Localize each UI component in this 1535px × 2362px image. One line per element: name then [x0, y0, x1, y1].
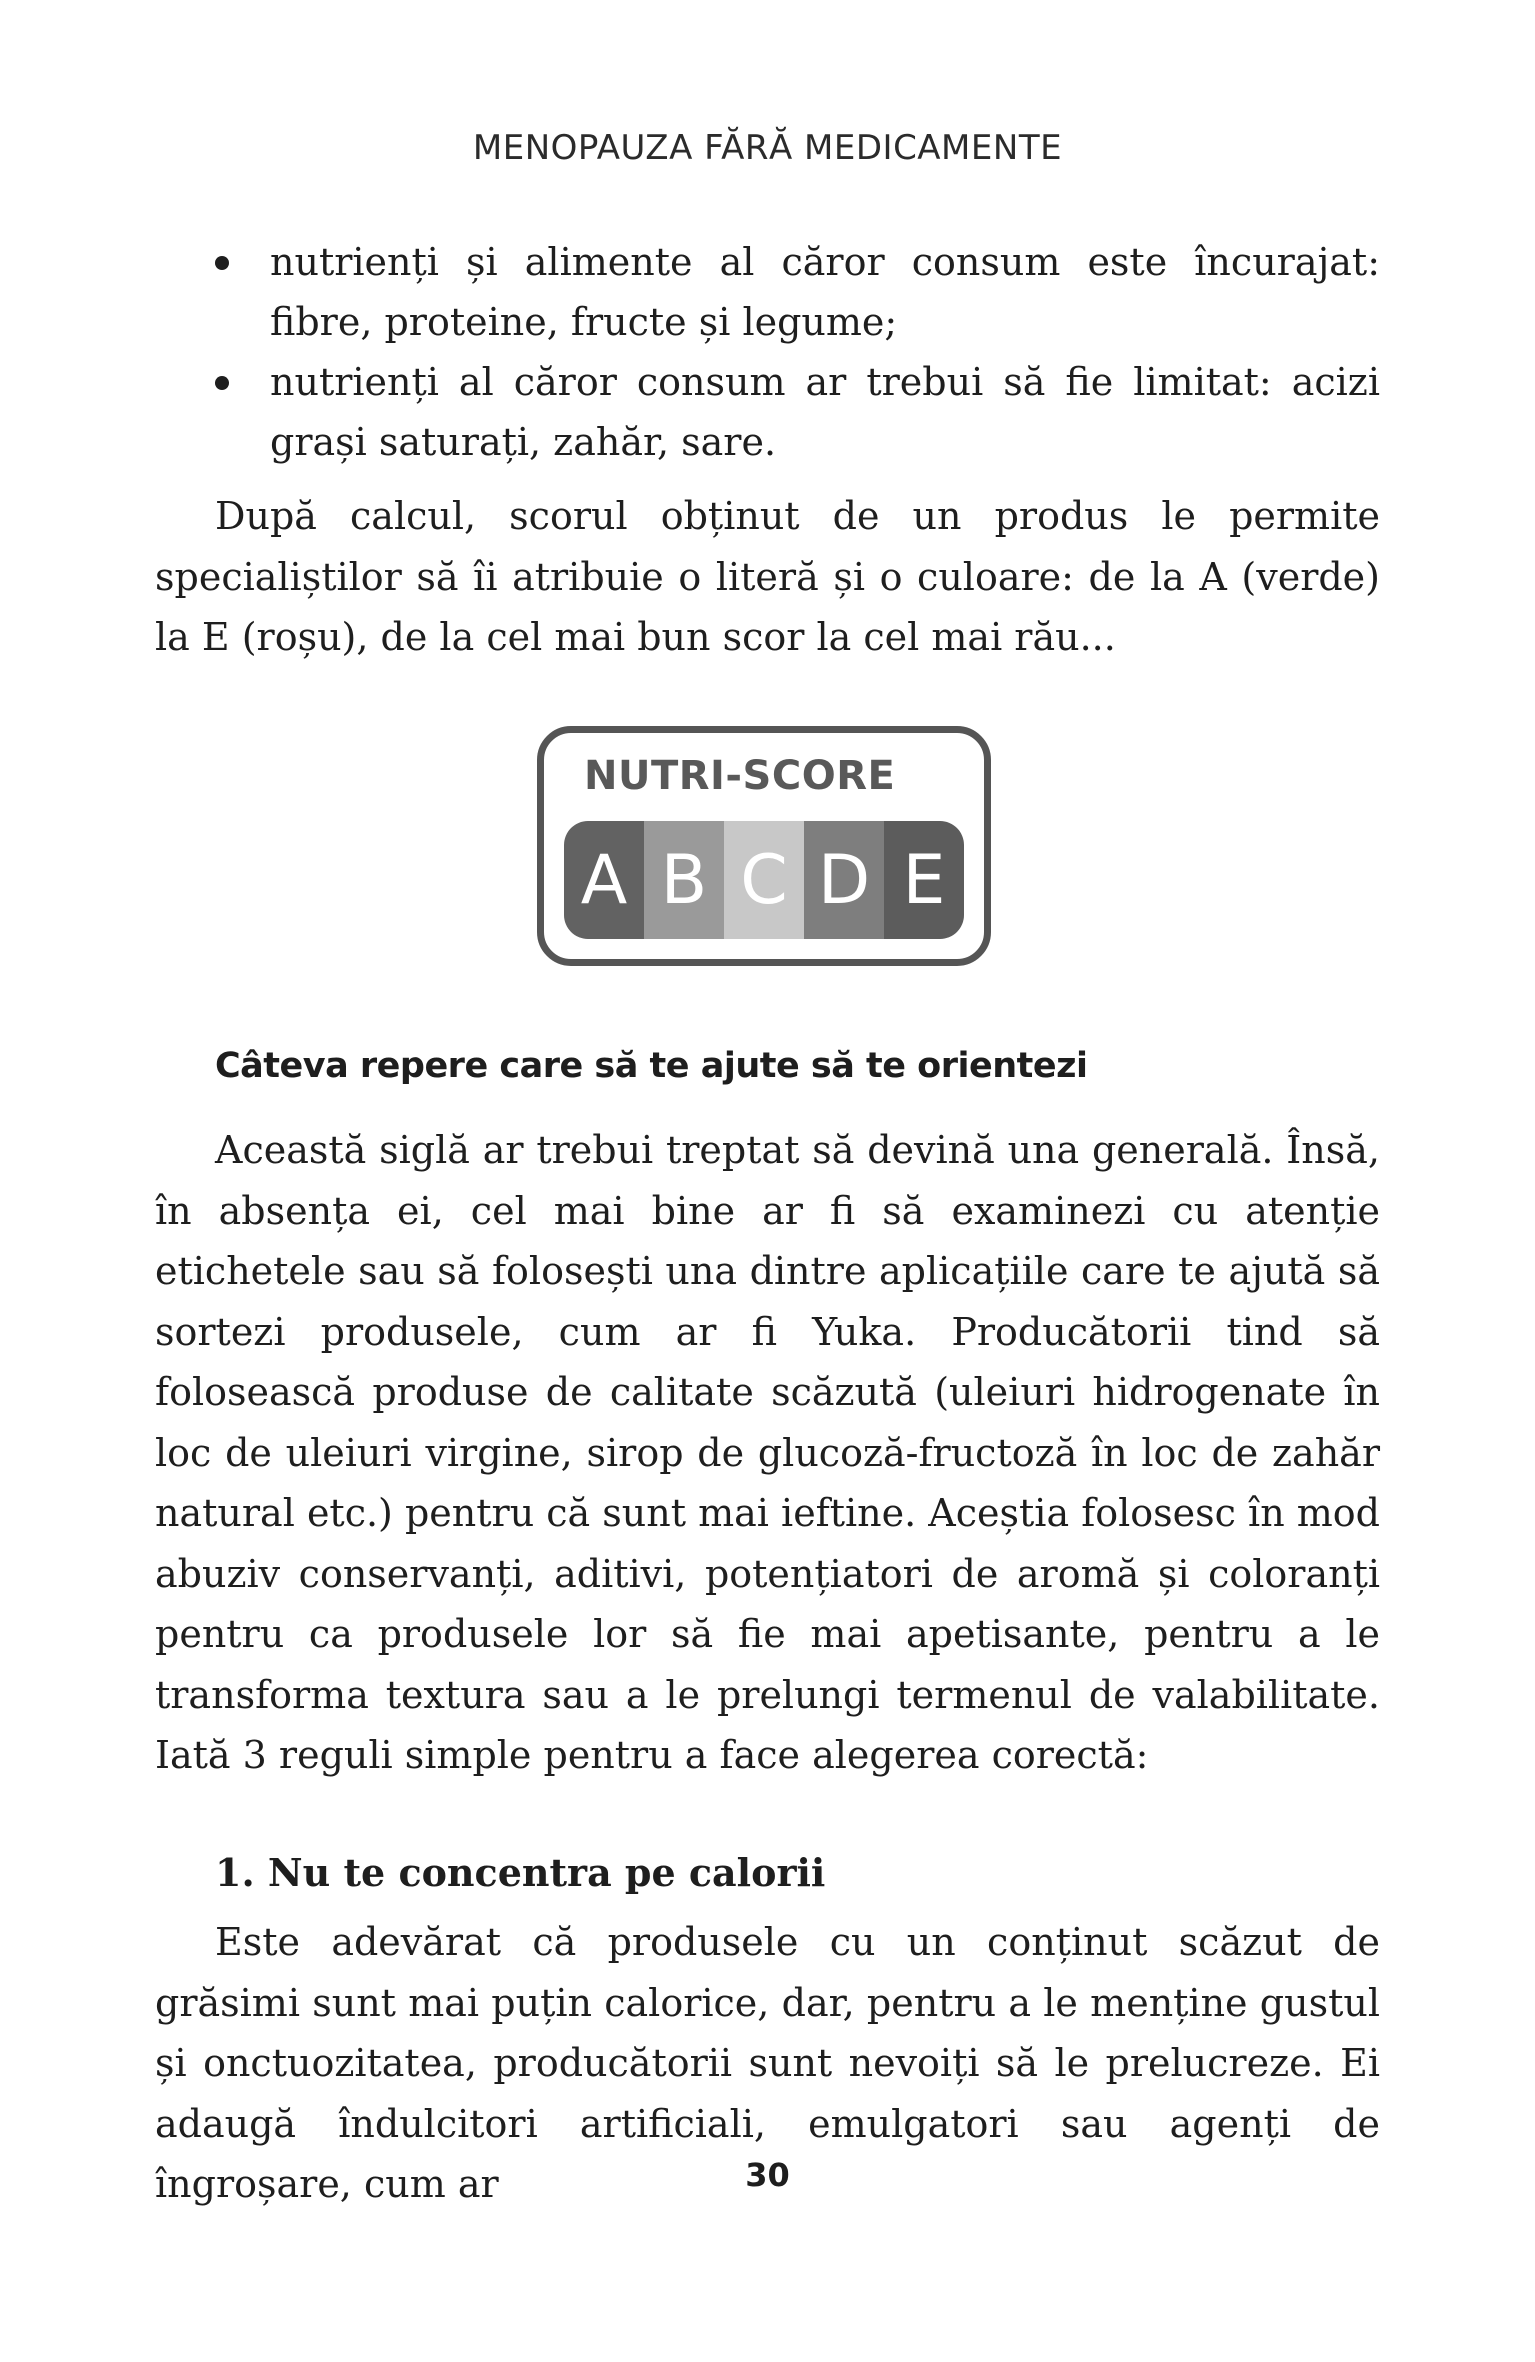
bullet-item: nutrienți al căror consum ar trebui să fie limitat: acizi grași saturați, zahăr, sare. — [155, 352, 1380, 472]
bullet-item: nutrienți și alimente al căror consum este încurajat: fibre, proteine, fructe și legume; — [155, 232, 1380, 352]
running-header: MENOPAUZA FĂRĂ MEDICAMENTE — [472, 128, 1063, 168]
nutri-score-title: NUTRI-SCORE — [584, 753, 896, 799]
nutri-grade-d: D — [804, 821, 884, 939]
nutri-score-logo — [537, 726, 991, 966]
page-number: 30 — [745, 2156, 790, 2194]
nutri-grade-b: B — [644, 821, 724, 939]
nutri-grade-c: C — [724, 821, 804, 939]
paragraph-nutri-score-intro: După calcul, scorul obținut de un produs le permite specialiștilor să îi atribuie o literă și o culoare: de la A (verde) la E (roșu), de la cel mai bun scor la cel mai rău... — [155, 494, 1380, 659]
bullet-list — [155, 232, 1380, 472]
nutri-grade-a: A — [564, 821, 644, 939]
paragraph-calories: Este adevărat că produsele cu un conținut scăzut de grăsimi sunt mai puțin calorice, dar, pentru a le menține gustul și onctuozitatea, producătorii sunt nevoiți să le prelucreze. Ei adaugă îndulcitori artificiali, emulgatori sau agenți de îngroșare, cum ar — [155, 1920, 1380, 2206]
paragraph-labels-advice: Această siglă ar trebui treptat să devină una generală. Însă, în absența ei, cel mai bine ar fi să examinezi cu atenție etichetele sau să folosești una dintre aplicațiile care te ajută să sortezi produsele, cum ar fi Yuka. Producătorii tind să folosească produse de calitate scăzută (uleiuri hidrogenate în loc de uleiuri virgine, sirop de glucoză-fructoză în loc de zahăr natural etc.) pentru că sunt mai ieftine. Aceștia folosesc în mod abuziv conservanți, aditivi, potențiatori de aromă și coloranți pentru ca produsele lor să fie mai apetisante, pentru a le transforma textura sau a le prelungi termenul de valabilitate. Iată 3 reguli simple pentru a face alegerea corectă: — [155, 1128, 1380, 1777]
nutri-score-grade-strip — [564, 821, 964, 939]
nutri-grade-e: E — [884, 821, 964, 939]
rule-1-heading: 1. Nu te concentra pe calorii — [215, 1850, 826, 1895]
section-subheading: Câteva repere care să te ajute să te orientezi — [215, 1046, 1088, 1086]
